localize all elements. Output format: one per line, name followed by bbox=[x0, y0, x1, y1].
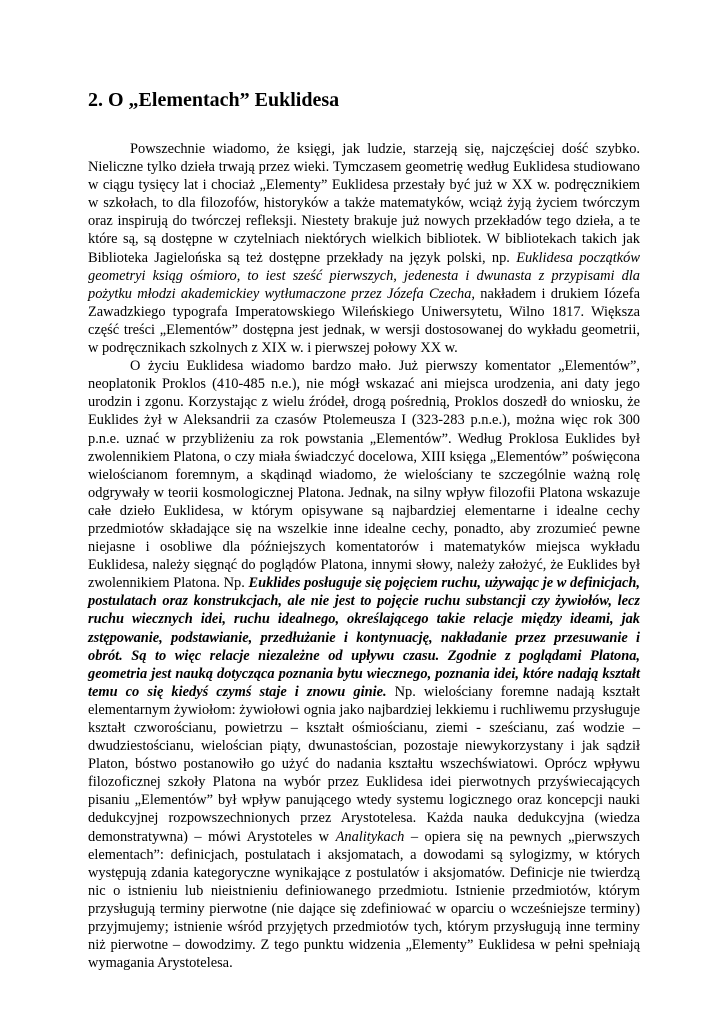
paragraph-2 bbox=[88, 357, 640, 972]
p1-text-1: Powszechnie wiadomo, że księgi, jak ludzie, starzeją się, najczęściej dość szybko. Nieliczne tylko dzieła trwają przez wieki. Tymczasem geometrię według Euklidesa studiowano w ciągu tysięcy lat i chociaż „Elementy” Euklidesa przestały być już w XX w. podręcznikiem w szkołach, to dla filozofów, historyków a także matematyków, wciąż żyją życiem twórczym oraz inspirują do twórczej refleksji. Niestety brakuje już nowych przekładów tego dzieła, a te które są, są dostępne w czytelniach niektórych wielkich bibliotek. W bibliotekach takich jak Biblioteka Jagielońska są też dostępne przekłady na język polski, np. bbox=[88, 141, 640, 266]
p2-text-3: – opiera się na pewnych „pierwszych elementach”: definicjach, postulatach i aksjomatach, a dowodami są sylogizmy, w których występują zdania kategoryczne wynikające z postulatów i aksjomatów. Definicje nie twierdzą nic o istnieniu lub nieistnieniu definiowanego przedmiotu. Istnienie przedmiotów, którym przysługują terminy pierwotne (nie dające się zdefiniować w oparciu o wcześniejsze terminy) przyjmujemy; istnienie wśród przyjętych przedmiotów tych, którym przysługują inne terminy niż pierwotne – dowodzimy. Z tego punktu widzenia „Elementy” Euklidesa w pełni spełniają wymagania Arystotelesa. bbox=[88, 828, 640, 972]
p1-book-title: Euklidesa początków geometryi ksiąg ośmioro, to iest sześć pierwszych, jedenesta i dwunasta z przypisami dla pożytku młodzi akademickiey wytłumaczone przez Józefa Czecha, bbox=[88, 249, 640, 302]
p2-analytics-title: Analitykach bbox=[335, 828, 405, 845]
section-heading: 2. O „Elementach” Euklidesa bbox=[88, 89, 340, 111]
p2-text-1: O życiu Euklidesa wiadomo bardzo mało. Już pierwszy komentator „Elementów”, neoplatonik Proklos (410-485 n.e.), nie mógł wskazać ani miejsca urodzenia, ani daty jego urodzin i zgonu. Korzystając z wielu źródeł, drogą pośrednią, Proklos doszedł do wniosku, że Euklides żył w Aleksandrii za czasów Ptolemeusza I (323-283 p.n.e.), można więc rok 300 p.n.e. uznać w przybliżeniu za rok powstania „Elementów”. Według Proklosa Euklides był zwolennikiem Platona, o czy miała świadczyć docelowa, XIII księga „Elementów” poświęcona wielościanom foremnym, a skądinąd wiadomo, że wielościany te szczególnie ważną rolę odgrywały w teorii kosmologicznej Platona. Jednak, na silny wpływ filozofii Platona wskazuje całe dzieło Euklidesa, w którym opisywane są najbardziej elementarne i idealne cechy przedmiotów składające się na wszelkie inne idealne cechy, ponadto, aby zrozumieć pewne niejasne i osobliwe dla późniejszych komentatorów i matematyków miejsca wykładu Euklidesa, należy sięgnąć do poglądów Platona, innymi słowy, należy założyć, że Euklides był zwolennikiem Platona. Np. bbox=[88, 358, 640, 592]
paragraph-1 bbox=[88, 140, 640, 357]
p2-emphasis: Euklides posługuje się pojęciem ruchu, używając je w definicjach, postulatach oraz konstrukcjach, ale nie jest to pojęcie ruchu substancji czy żywiołów, lecz ruchu wiecznych idei, ruchu idealnego, określającego takie relacje między ideami, jak zstępowanie, podstawianie, przedłużanie i kontynuację, nakładanie przez przesuwanie i obrót. Są to więc relacje niezależne od upływu czasu. Zgodnie z poglądami Platona, geometria jest nauką dotycząca poznania bytu wiecznego, poznania idei, które nadają kształt temu co się kiedyś czymś staje i znowu ginie. bbox=[88, 575, 640, 700]
p2-text-2: Np. wielościany foremne nadają kształt elementarnym żywiołom: żywiołowi ognia jako najbardziej lekkiemu i ruchliwemu przysługuje kształt czworościanu, powietrzu – kształt ośmiościanu, ziemi - sześcianu, zaś wodzie – dwudziestościanu, wielościan piąty, dwunastościan, pozostaje niewykorzystany i jak sądził Platon, bóstwo postanowiło go użyć do nadania kształtu wszechświatowi. Oprócz wpływu filozoficznej szkoły Platona na wybór przez Euklidesa idei pierwotnych przyświecających pisaniu „Elementów” był wpływ panującego wtedy systemu logicznego oraz koncepcji nauki dedukcyjnej rozpowszechnionych przez Arystotelesa. Każda nauka dedukcyjna (wiedza demonstratywna) – mówi Arystoteles w bbox=[88, 683, 640, 845]
p1-text-2: nakładem i drukiem Iózefa Zawadzkiego typografa Imperatowskiego Wileńskiego Uniwersytetu, Wilno 1817. Większa część treści „Elementów” dostępna jest jednak, w wersji dostosowanej do wykładu geometrii, w podręcznikach szkolnych z XIX w. i pierwszej połowy XX w. bbox=[88, 285, 640, 357]
document-page bbox=[88, 88, 640, 972]
